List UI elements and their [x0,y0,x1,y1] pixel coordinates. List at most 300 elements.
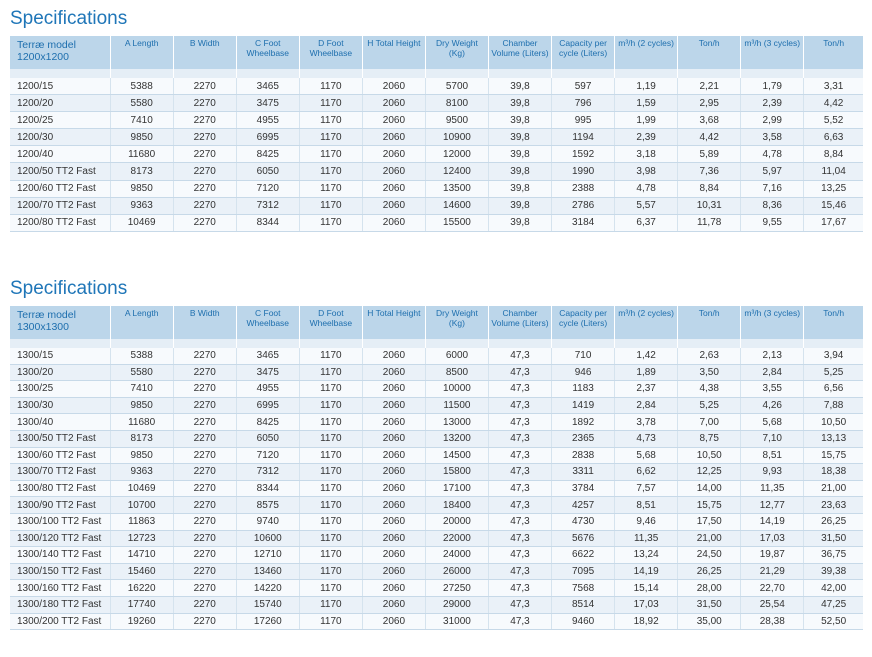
table-cell: 2270 [173,112,236,129]
table-cell: 11500 [425,397,488,414]
table-row [10,530,863,547]
table-cell: 8173 [110,163,173,180]
table-cell: 796 [552,95,615,112]
table-cell: 2060 [362,112,425,129]
table-cell: 1170 [299,95,362,112]
table-cell: 7312 [236,464,299,481]
table-cell: 8575 [236,497,299,514]
table-row [10,95,863,112]
table-cell: 18,38 [804,464,863,481]
table-cell: 4,73 [615,430,678,447]
table-cell: 597 [552,78,615,95]
table-cell: 5,97 [741,163,804,180]
table-cell: 2,63 [678,348,741,364]
table-cell: 2,37 [615,381,678,398]
table-cell: 2270 [173,430,236,447]
table-row [10,563,863,580]
table-cell: 8,84 [804,146,863,163]
cell-model: 1200/70 TT2 Fast [10,197,110,214]
table-cell: 13,25 [804,180,863,197]
table-cell: 2060 [362,613,425,630]
table-cell: 36,75 [804,547,863,564]
table-cell: 2060 [362,180,425,197]
table-cell: 2270 [173,414,236,431]
header-m3h-3cycles: m³/h (3 cycles) [741,36,804,69]
table-cell: 4,42 [678,129,741,146]
cell-model: 1300/180 TT2 Fast [10,596,110,613]
table-cell: 6000 [425,348,488,364]
table-cell: 7095 [552,563,615,580]
table-cell: 7410 [110,112,173,129]
table-cell: 2060 [362,397,425,414]
table-row [10,129,863,146]
table-cell: 15740 [236,596,299,613]
table-cell: 2060 [362,464,425,481]
header-c-foot: C Foot Wheelbase [236,306,299,339]
table-cell: 6,56 [804,381,863,398]
header-m3h-3cycles: m³/h (3 cycles) [741,306,804,339]
table-row [10,214,863,231]
header-chamber-volume: Chamber Volume (Liters) [488,36,551,69]
table-cell: 4,42 [804,95,863,112]
table-cell: 1170 [299,381,362,398]
table-cell: 1170 [299,580,362,597]
table-cell: 2270 [173,364,236,381]
table-cell: 3,94 [804,348,863,364]
table-cell: 2,13 [741,348,804,364]
table-cell: 5580 [110,95,173,112]
table-row [10,146,863,163]
table-cell: 13500 [425,180,488,197]
table-cell: 7,00 [678,414,741,431]
table-cell: 9850 [110,447,173,464]
table-cell: 3,98 [615,163,678,180]
table-cell: 25,54 [741,596,804,613]
table-row [10,430,863,447]
table-cell: 7,10 [741,430,804,447]
cell-model: 1300/50 TT2 Fast [10,430,110,447]
spec-table-1200 [10,36,863,232]
table-cell: 9740 [236,513,299,530]
table-cell: 7,57 [615,480,678,497]
table-cell: 8,51 [615,497,678,514]
table-cell: 2270 [173,348,236,364]
table-cell: 2060 [362,163,425,180]
table-cell: 2060 [362,95,425,112]
header-d-foot: D Foot Wheelbase [299,36,362,69]
table-cell: 9,93 [741,464,804,481]
table-cell: 9,46 [615,513,678,530]
table-cell: 1,59 [615,95,678,112]
table-cell: 3475 [236,95,299,112]
table-cell: 2270 [173,563,236,580]
table-cell: 31,50 [804,530,863,547]
table-cell: 2270 [173,480,236,497]
table-cell: 2270 [173,197,236,214]
table-cell: 7312 [236,197,299,214]
table-cell: 2270 [173,78,236,95]
table-cell: 39,8 [488,197,551,214]
table-cell: 22000 [425,530,488,547]
table-cell: 15460 [110,563,173,580]
specifications-section-1300 [10,276,865,630]
table-cell: 2060 [362,530,425,547]
table-cell: 28,00 [678,580,741,597]
table-cell: 5,25 [678,397,741,414]
section-title: Specifications [10,8,128,29]
table-cell: 10,31 [678,197,741,214]
table-cell: 1419 [552,397,615,414]
cell-model: 1300/100 TT2 Fast [10,513,110,530]
table-cell: 11680 [110,414,173,431]
table-cell: 1592 [552,146,615,163]
table-cell: 4,78 [615,180,678,197]
table-cell: 35,00 [678,613,741,630]
table-cell: 1,19 [615,78,678,95]
table-cell: 8,51 [741,447,804,464]
table-cell: 12000 [425,146,488,163]
table-cell: 2270 [173,95,236,112]
table-cell: 13200 [425,430,488,447]
table-cell: 1170 [299,480,362,497]
table-cell: 15,46 [804,197,863,214]
table-cell: 47,3 [488,596,551,613]
header-model: Terræ model 1300x1300 [17,309,76,333]
cell-model: 1300/90 TT2 Fast [10,497,110,514]
table-cell: 7120 [236,180,299,197]
table-cell: 8,84 [678,180,741,197]
table-cell: 2270 [173,447,236,464]
table-cell: 8,36 [741,197,804,214]
table-cell: 6050 [236,430,299,447]
table-cell: 1170 [299,547,362,564]
table-cell: 2060 [362,580,425,597]
table-cell: 7,36 [678,163,741,180]
table-cell: 10,50 [804,414,863,431]
header-chamber-volume: Chamber Volume (Liters) [488,306,551,339]
table-cell: 9363 [110,197,173,214]
table-cell: 2060 [362,348,425,364]
table-cell: 5700 [425,78,488,95]
table-cell: 5580 [110,364,173,381]
table-cell: 47,3 [488,513,551,530]
header-ton-h-2: Ton/h [678,306,741,339]
header-c-foot: C Foot Wheelbase [236,36,299,69]
table-cell: 9363 [110,464,173,481]
table-cell: 3475 [236,364,299,381]
table-cell: 10700 [110,497,173,514]
table-cell: 2,99 [741,112,804,129]
table-cell: 10600 [236,530,299,547]
table-cell: 17740 [110,596,173,613]
table-cell: 47,3 [488,414,551,431]
table-cell: 1170 [299,613,362,630]
table-cell: 47,25 [804,596,863,613]
table-cell: 5676 [552,530,615,547]
table-cell: 7,88 [804,397,863,414]
table-cell: 1170 [299,180,362,197]
table-cell: 3,68 [678,112,741,129]
table-cell: 13,24 [615,547,678,564]
table-cell: 3,78 [615,414,678,431]
table-cell: 14220 [236,580,299,597]
table-cell: 47,3 [488,397,551,414]
cell-model: 1300/20 [10,364,110,381]
table-cell: 2365 [552,430,615,447]
table-cell: 11,04 [804,163,863,180]
table-cell: 26,25 [804,513,863,530]
header-a-length: A Length [110,306,173,339]
table-cell: 23,63 [804,497,863,514]
table-row [10,497,863,514]
table-cell: 14710 [110,547,173,564]
table-row [10,447,863,464]
table-cell: 14600 [425,197,488,214]
table-cell: 47,3 [488,613,551,630]
table-cell: 2060 [362,480,425,497]
table-cell: 2060 [362,596,425,613]
table-cell: 4,26 [741,397,804,414]
header-h-total: H Total Height [362,306,425,339]
table-cell: 15500 [425,214,488,231]
header-d-foot: D Foot Wheelbase [299,306,362,339]
table-cell: 15,75 [678,497,741,514]
cell-model: 1300/60 TT2 Fast [10,447,110,464]
table-cell: 47,3 [488,563,551,580]
table-row [10,464,863,481]
table-cell: 4955 [236,381,299,398]
table-cell: 47,3 [488,348,551,364]
table-cell: 10,50 [678,447,741,464]
table-cell: 47,3 [488,430,551,447]
table-cell: 14,00 [678,480,741,497]
table-cell: 12,77 [741,497,804,514]
table-cell: 2270 [173,530,236,547]
table-cell: 1170 [299,513,362,530]
table-cell: 3184 [552,214,615,231]
table-cell: 2786 [552,197,615,214]
table-cell: 1170 [299,214,362,231]
table-cell: 1194 [552,129,615,146]
table-cell: 2270 [173,497,236,514]
cell-model: 1200/15 [10,78,110,95]
table-cell: 2060 [362,78,425,95]
table-cell: 27250 [425,580,488,597]
table-cell: 6,37 [615,214,678,231]
table-cell: 7,16 [741,180,804,197]
table-cell: 1170 [299,397,362,414]
table-cell: 2270 [173,596,236,613]
header-capacity: Capacity per cycle (Liters) [552,36,615,69]
table-row [10,381,863,398]
table-cell: 6,63 [804,129,863,146]
table-cell: 3,31 [804,78,863,95]
table-cell: 10000 [425,381,488,398]
section-title: Specifications [10,278,128,299]
table-cell: 2270 [173,129,236,146]
table-cell: 1183 [552,381,615,398]
cell-model: 1300/150 TT2 Fast [10,563,110,580]
table-cell: 11,78 [678,214,741,231]
table-cell: 2060 [362,129,425,146]
table-cell: 2270 [173,163,236,180]
table-header-row [10,306,863,339]
cell-model: 1300/30 [10,397,110,414]
table-cell: 2,39 [615,129,678,146]
table-cell: 3,18 [615,146,678,163]
table-row [10,513,863,530]
header-m3h-2cycles: m³/h (2 cycles) [615,36,678,69]
table-cell: 2060 [362,364,425,381]
table-cell: 1892 [552,414,615,431]
header-a-length: A Length [110,36,173,69]
table-cell: 18,92 [615,613,678,630]
table-cell: 17,03 [615,596,678,613]
table-cell: 2270 [173,214,236,231]
table-cell: 12723 [110,530,173,547]
table-cell: 21,00 [804,480,863,497]
table-cell: 2270 [173,513,236,530]
table-cell: 2060 [362,497,425,514]
table-cell: 5,57 [615,197,678,214]
table-cell: 8425 [236,414,299,431]
spec-table-1300 [10,306,863,630]
table-cell: 8425 [236,146,299,163]
table-cell: 9,55 [741,214,804,231]
table-cell: 39,8 [488,95,551,112]
table-cell: 11,35 [741,480,804,497]
table-cell: 9460 [552,613,615,630]
table-cell: 17,67 [804,214,863,231]
header-dry-weight: Dry Weight (Kg) [425,306,488,339]
table-cell: 39,8 [488,214,551,231]
table-cell: 5,25 [804,364,863,381]
table-row [10,78,863,95]
cell-model: 1300/25 [10,381,110,398]
table-cell: 2270 [173,613,236,630]
table-cell: 31000 [425,613,488,630]
table-cell: 2270 [173,381,236,398]
table-cell: 2270 [173,397,236,414]
cell-model: 1300/80 TT2 Fast [10,480,110,497]
table-row [10,414,863,431]
table-cell: 2388 [552,180,615,197]
header-ton-h-2: Ton/h [678,36,741,69]
table-cell: 13,13 [804,430,863,447]
table-cell: 6622 [552,547,615,564]
table-cell: 17,50 [678,513,741,530]
table-row [10,596,863,613]
table-cell: 9850 [110,180,173,197]
table-cell: 21,00 [678,530,741,547]
table-cell: 47,3 [488,464,551,481]
table-cell: 11863 [110,513,173,530]
table-cell: 2270 [173,580,236,597]
table-cell: 47,3 [488,547,551,564]
table-cell: 1170 [299,129,362,146]
table-cell: 5388 [110,348,173,364]
table-cell: 5,52 [804,112,863,129]
table-cell: 4257 [552,497,615,514]
table-cell: 2,95 [678,95,741,112]
table-cell: 39,8 [488,180,551,197]
table-cell: 10469 [110,214,173,231]
table-cell: 26000 [425,563,488,580]
table-cell: 4730 [552,513,615,530]
table-cell: 2838 [552,447,615,464]
table-cell: 18400 [425,497,488,514]
table-cell: 2270 [173,146,236,163]
table-cell: 1170 [299,78,362,95]
table-cell: 2270 [173,547,236,564]
header-capacity: Capacity per cycle (Liters) [552,306,615,339]
table-cell: 3,55 [741,381,804,398]
table-cell: 8173 [110,430,173,447]
table-cell: 1170 [299,163,362,180]
table-cell: 15800 [425,464,488,481]
table-cell: 8,75 [678,430,741,447]
cell-model: 1300/120 TT2 Fast [10,530,110,547]
table-cell: 12710 [236,547,299,564]
table-cell: 1990 [552,163,615,180]
table-cell: 946 [552,364,615,381]
table-row [10,348,863,364]
table-cell: 24000 [425,547,488,564]
table-cell: 39,8 [488,112,551,129]
table-cell: 1,89 [615,364,678,381]
table-cell: 15,14 [615,580,678,597]
table-cell: 1170 [299,530,362,547]
table-cell: 13460 [236,563,299,580]
table-cell: 39,8 [488,129,551,146]
table-cell: 39,8 [488,146,551,163]
cell-model: 1200/30 [10,129,110,146]
table-cell: 20000 [425,513,488,530]
cell-model: 1200/80 TT2 Fast [10,214,110,231]
table-cell: 47,3 [488,447,551,464]
table-row [10,580,863,597]
table-row [10,112,863,129]
header-model: Terræ model 1200x1200 [17,39,76,63]
table-row [10,197,863,214]
table-cell: 1170 [299,112,362,129]
table-cell: 2270 [173,464,236,481]
header-b-width: B Width [173,36,236,69]
table-cell: 9850 [110,397,173,414]
table-cell: 47,3 [488,480,551,497]
table-cell: 19260 [110,613,173,630]
cell-model: 1300/200 TT2 Fast [10,613,110,630]
table-cell: 2060 [362,547,425,564]
specifications-section-1200 [10,6,865,232]
table-cell: 5388 [110,78,173,95]
table-cell: 12,25 [678,464,741,481]
table-cell: 3311 [552,464,615,481]
table-cell: 3465 [236,78,299,95]
table-cell: 2,84 [615,397,678,414]
cell-model: 1300/15 [10,348,110,364]
table-cell: 5,68 [741,414,804,431]
table-row [10,547,863,564]
table-row [10,163,863,180]
table-cell: 1170 [299,146,362,163]
table-cell: 6995 [236,397,299,414]
table-cell: 2060 [362,197,425,214]
table-cell: 2060 [362,430,425,447]
table-row [10,480,863,497]
table-row [10,364,863,381]
table-cell: 2270 [173,180,236,197]
